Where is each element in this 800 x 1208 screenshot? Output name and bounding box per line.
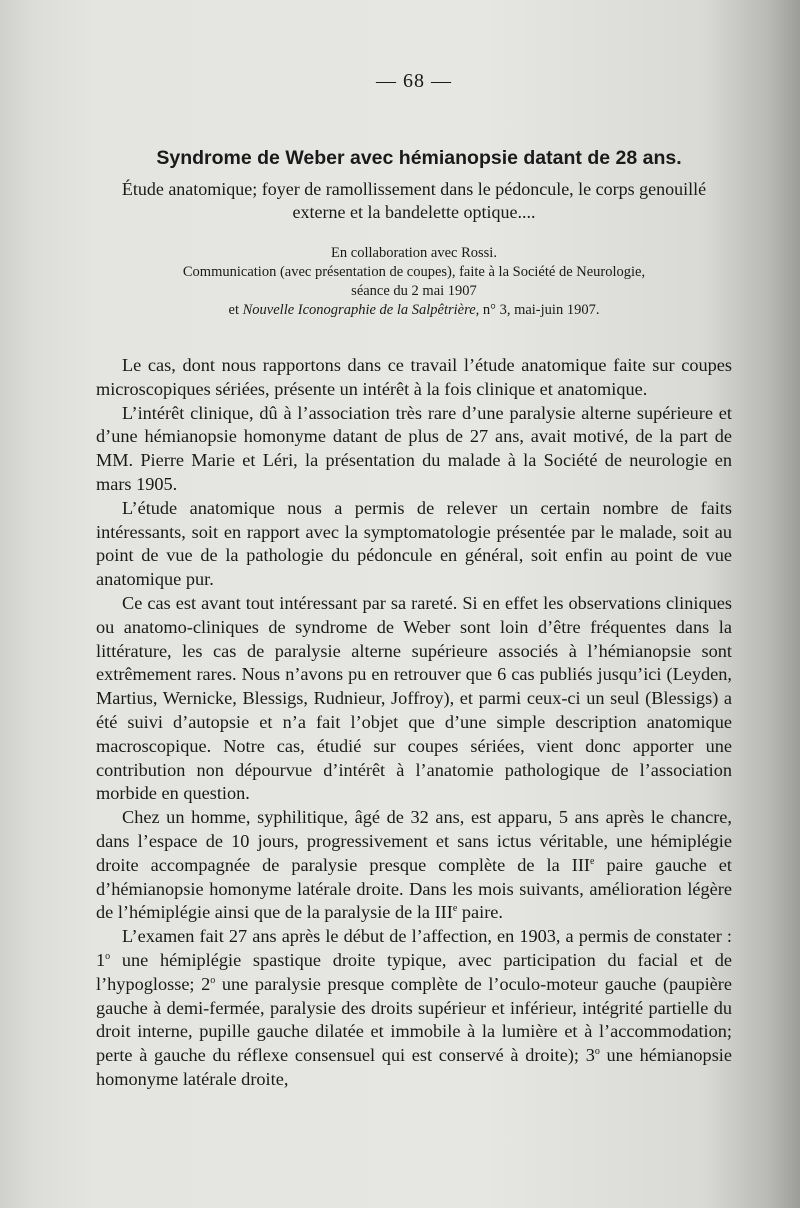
paragraph-5 — [96, 806, 732, 925]
article-title: Syndrome de Weber avec hémianopsie datant de 28 ans. — [156, 147, 682, 169]
paragraph-1: Le cas, dont nous rapportons dans ce travail l’étude anatomique faite sur coupes microscopiques sériées, présente un intérêt à la fois clinique et anatomique. — [96, 355, 732, 399]
article-body — [96, 354, 732, 1092]
paragraph-3: L’étude anatomique nous a permis de relever un certain nombre de faits intéressants, soit en rapport avec la symptomatologie présentée par le malade, soit au point de vue de la pathologie du pédoncule en général, soit enfin au point de vue anatomique pur. — [96, 497, 732, 590]
paragraph-6 — [96, 925, 732, 1092]
superscript: o — [594, 1046, 600, 1058]
paragraph-6-text-a: L’examen fait 27 ans après le début de l’affection, en 1903, a permis de constater : 1 — [96, 926, 732, 970]
superscript: o — [210, 974, 216, 986]
paragraph-5-text-a: Chez un homme, syphilitique, âgé de 32 ans, est apparu, 5 ans après le chancre, dans l’espace de 10 jours, progressivement et sans ictus véritable, une hémiplégie droite accompagnée de paralysie presque complète de la III — [96, 807, 732, 875]
paragraph-6-text-c: une paralysie presque complète de l’oculo-moteur gauche (paupière gauche à demi-fermée, paralysie des droits supérieur et inférieur, intégrité partielle du droit interne, pupille gauche dilatée et immobile à la lumière et à l’accommodation; perte à gauche du réflexe consensuel qui est conservé à droite); 3 — [96, 973, 732, 1066]
publication-line — [96, 301, 732, 320]
publication-journal: Nouvelle Iconographie de la Salpêtrière, — [242, 302, 480, 318]
communication-line-2: séance du 2 mai 1907 — [351, 283, 477, 299]
paragraph-5-text-c: paire. — [457, 902, 503, 923]
paragraph-4: Ce cas est avant tout intéressant par sa rareté. Si en effet les observations cliniques ou anatomo-cliniques de syndrome de Weber sont loin d’être fréquentes dans la littérature, les cas de paralysie alterne supérieure associés à l’hémianopsie sont extrêmement rares. Nous n’avons pu en retrouver que 6 cas publiés jusqu’ici (Leyden, Martius, Wernicke, Blessigs, Rudnieur, Joffroy), et parmi ceux-ci un seul (Blessigs) a été suivi d’autopsie et n’a fait l’objet que d’une simple description anatomique macroscopique. Notre cas, étudié sur coupes sériées, vient donc apporter une contribution non dépourvue d’intérêt à l’anatomie pathologique de l’association morbide en question. — [96, 592, 732, 804]
collaboration-line: En collaboration avec Rossi. — [331, 245, 497, 261]
paragraph-2: L’intérêt clinique, dû à l’association très rare d’une paralysie alterne supérieure et d’une hémianopsie homonyme datant de plus de 27 ans, avait motivé, de la part de MM. Pierre Marie et Léri, la présentation du malade à la Société de neurologie en mars 1905. — [96, 402, 732, 494]
publication-issue: n° 3, mai-juin 1907. — [482, 302, 600, 318]
superscript: e — [590, 855, 595, 867]
paragraph-5-text-b: paire gauche et d’hémianopsie homonyme latérale droite. Dans les mois suivants, amélioration légère de l’hémiplégie ainsi que de la paralysie de la III — [96, 854, 732, 923]
paragraph-6-text-d: une hémianopsie homonyme latérale droite, — [96, 1045, 732, 1089]
document-page — [96, 70, 732, 1092]
publication-prefix: et — [228, 302, 239, 318]
superscript: o — [105, 950, 111, 962]
page-number: — 68 — — [376, 70, 452, 92]
paragraph-6-text-b: une hémiplégie spastique droite typique, avec participation du facial et de l’hypoglosse; 2 — [96, 949, 732, 994]
publication-info — [96, 244, 732, 320]
communication-line-1: Communication (avec présentation de coupes), faite à la Société de Neurologie, — [182, 264, 646, 280]
article-subtitle: Étude anatomique; foyer de ramollissement dans le pédoncule, le corps genouillé externe et la bandelette optique.... — [121, 179, 707, 222]
superscript: e — [452, 903, 458, 915]
